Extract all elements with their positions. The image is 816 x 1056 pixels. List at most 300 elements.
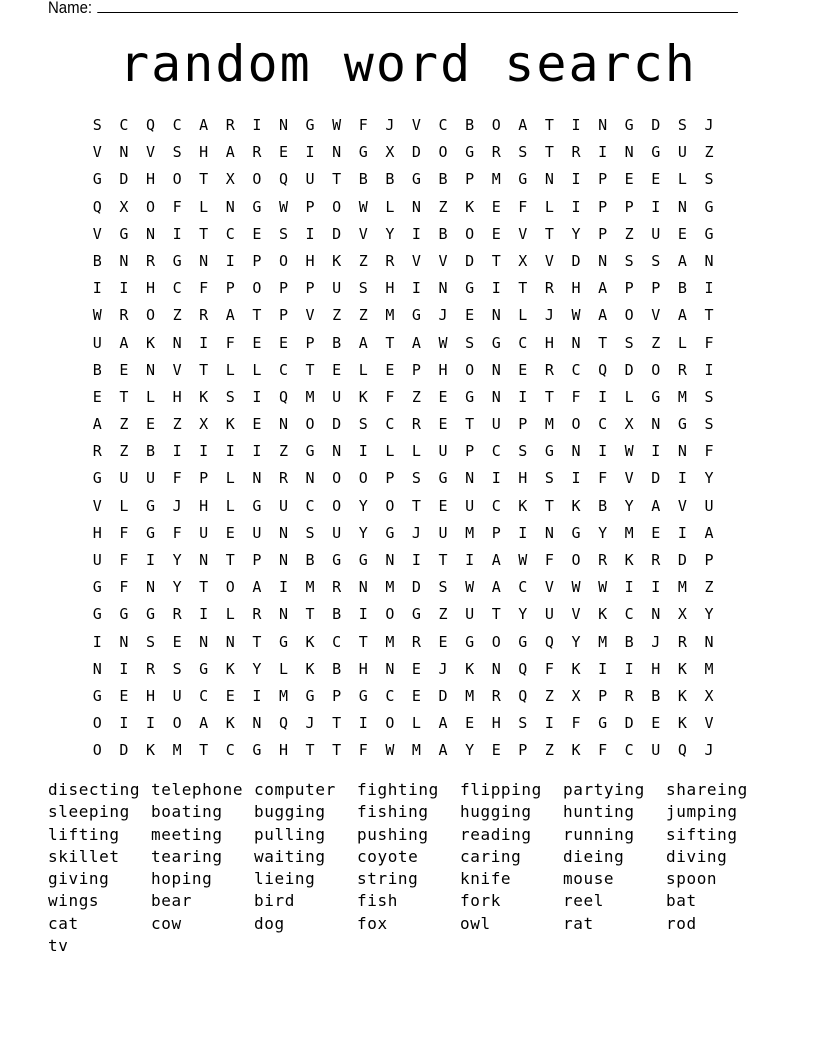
grid-letter[interactable]: C	[332, 632, 342, 651]
grid-letter[interactable]: V	[704, 714, 714, 733]
grid-letter[interactable]: P	[278, 279, 288, 298]
grid-letter[interactable]: P	[518, 415, 528, 434]
grid-letter[interactable]: T	[544, 143, 554, 162]
grid-letter[interactable]: Z	[119, 415, 129, 434]
grid-letter[interactable]: M	[385, 578, 395, 597]
grid-letter[interactable]: Y	[172, 551, 182, 569]
grid-letter[interactable]: L	[225, 605, 235, 624]
grid-letter[interactable]: C	[624, 605, 634, 624]
grid-letter[interactable]: M	[598, 632, 608, 651]
grid-letter[interactable]: I	[199, 333, 209, 352]
grid-letter[interactable]: M	[305, 387, 315, 406]
grid-letter[interactable]: C	[225, 741, 235, 760]
grid-letter[interactable]: P	[624, 279, 634, 298]
grid-letter[interactable]: R	[252, 605, 262, 624]
grid-letter[interactable]: R	[677, 360, 687, 379]
grid-letter[interactable]: M	[677, 578, 687, 597]
grid-letter[interactable]: H	[438, 360, 448, 379]
grid-letter[interactable]: P	[305, 279, 315, 298]
grid-letter[interactable]: T	[544, 224, 554, 243]
grid-letter[interactable]: L	[385, 442, 395, 461]
grid-letter[interactable]: G	[358, 551, 368, 569]
grid-letter[interactable]: F	[571, 714, 581, 733]
grid-letter[interactable]: F	[518, 197, 528, 216]
grid-letter[interactable]: R	[544, 360, 554, 379]
grid-letter[interactable]: P	[465, 442, 475, 461]
grid-letter[interactable]: G	[252, 741, 262, 760]
grid-letter[interactable]: G	[145, 523, 155, 542]
grid-letter[interactable]: C	[199, 686, 209, 705]
grid-letter[interactable]: L	[677, 170, 687, 189]
grid-letter[interactable]: E	[92, 387, 102, 406]
grid-letter[interactable]: H	[518, 469, 528, 488]
grid-letter[interactable]: F	[598, 469, 608, 488]
grid-letter[interactable]: I	[358, 714, 368, 733]
grid-letter[interactable]: H	[385, 279, 395, 298]
grid-letter[interactable]: S	[704, 387, 714, 406]
grid-letter[interactable]: D	[119, 170, 129, 189]
grid-letter[interactable]: E	[491, 741, 501, 760]
grid-letter[interactable]: U	[491, 415, 501, 434]
grid-letter[interactable]: T	[491, 605, 501, 624]
grid-letter[interactable]: Q	[518, 686, 528, 705]
grid-letter[interactable]: R	[92, 442, 102, 461]
grid-letter[interactable]: A	[199, 116, 209, 134]
grid-letter[interactable]: M	[385, 632, 395, 651]
grid-letter[interactable]: N	[544, 523, 554, 542]
grid-letter[interactable]: U	[252, 523, 262, 542]
grid-letter[interactable]: G	[411, 170, 421, 189]
grid-letter[interactable]: C	[119, 116, 129, 134]
grid-letter[interactable]: T	[518, 279, 528, 298]
grid-letter[interactable]: Y	[571, 632, 581, 651]
grid-letter[interactable]: R	[491, 143, 501, 162]
grid-letter[interactable]: T	[465, 415, 475, 434]
grid-letter[interactable]: G	[278, 632, 288, 651]
grid-letter[interactable]: X	[119, 197, 129, 216]
grid-letter[interactable]: A	[438, 714, 448, 733]
grid-letter[interactable]: N	[385, 551, 395, 569]
grid-letter[interactable]: V	[145, 143, 155, 162]
grid-letter[interactable]: J	[172, 496, 182, 515]
grid-letter[interactable]: D	[438, 686, 448, 705]
grid-letter[interactable]: J	[544, 306, 554, 325]
grid-letter[interactable]: J	[385, 116, 395, 134]
grid-letter[interactable]: E	[491, 197, 501, 216]
grid-letter[interactable]: E	[651, 170, 661, 189]
grid-letter[interactable]: H	[544, 333, 554, 352]
grid-letter[interactable]: B	[92, 251, 102, 270]
grid-letter[interactable]: C	[518, 578, 528, 597]
grid-letter[interactable]: Z	[438, 605, 448, 624]
grid-letter[interactable]: I	[624, 659, 634, 678]
grid-letter[interactable]: V	[677, 496, 687, 515]
grid-letter[interactable]: Q	[92, 197, 102, 216]
grid-letter[interactable]: G	[411, 605, 421, 624]
grid-letter[interactable]: I	[411, 279, 421, 298]
grid-letter[interactable]: S	[278, 224, 288, 243]
grid-letter[interactable]: G	[92, 170, 102, 189]
grid-letter[interactable]: K	[571, 659, 581, 678]
grid-letter[interactable]: Z	[438, 197, 448, 216]
grid-letter[interactable]: F	[172, 469, 182, 488]
grid-letter[interactable]: C	[278, 360, 288, 379]
grid-letter[interactable]: C	[598, 415, 608, 434]
grid-letter[interactable]: G	[518, 170, 528, 189]
grid-letter[interactable]: W	[571, 578, 581, 597]
grid-letter[interactable]: N	[465, 469, 475, 488]
grid-letter[interactable]: F	[598, 741, 608, 760]
grid-letter[interactable]: U	[278, 496, 288, 515]
grid-letter[interactable]: F	[704, 333, 714, 352]
grid-letter[interactable]: I	[145, 551, 155, 569]
grid-letter[interactable]: N	[677, 442, 687, 461]
grid-letter[interactable]: D	[624, 360, 634, 379]
grid-letter[interactable]: E	[332, 360, 342, 379]
grid-letter[interactable]: V	[305, 306, 315, 325]
grid-letter[interactable]: R	[172, 605, 182, 624]
grid-letter[interactable]: K	[598, 605, 608, 624]
grid-letter[interactable]: D	[677, 551, 687, 569]
grid-letter[interactable]: G	[465, 143, 475, 162]
grid-letter[interactable]: U	[651, 741, 661, 760]
grid-letter[interactable]: O	[385, 496, 395, 515]
grid-letter[interactable]: I	[704, 360, 714, 379]
grid-letter[interactable]: F	[119, 523, 129, 542]
grid-letter[interactable]: P	[385, 469, 395, 488]
grid-letter[interactable]: E	[225, 523, 235, 542]
grid-letter[interactable]: U	[332, 523, 342, 542]
grid-letter[interactable]: M	[624, 523, 634, 542]
grid-letter[interactable]: K	[465, 659, 475, 678]
grid-letter[interactable]: Z	[704, 578, 714, 597]
grid-letter[interactable]: A	[704, 523, 714, 542]
grid-letter[interactable]: V	[651, 306, 661, 325]
grid-letter[interactable]: G	[598, 714, 608, 733]
grid-letter[interactable]: F	[385, 387, 395, 406]
grid-letter[interactable]: E	[438, 632, 448, 651]
grid-letter[interactable]: T	[119, 387, 129, 406]
grid-letter[interactable]: N	[332, 143, 342, 162]
grid-letter[interactable]: U	[438, 442, 448, 461]
grid-letter[interactable]: V	[518, 224, 528, 243]
grid-letter[interactable]: S	[358, 279, 368, 298]
grid-letter[interactable]: A	[677, 306, 687, 325]
grid-letter[interactable]: M	[278, 686, 288, 705]
grid-letter[interactable]: B	[465, 116, 475, 134]
grid-letter[interactable]: P	[624, 197, 634, 216]
grid-letter[interactable]: T	[385, 333, 395, 352]
grid-letter[interactable]: T	[225, 551, 235, 569]
grid-letter[interactable]: B	[332, 605, 342, 624]
grid-letter[interactable]: U	[332, 279, 342, 298]
grid-letter[interactable]: E	[252, 415, 262, 434]
grid-letter[interactable]: G	[305, 442, 315, 461]
grid-letter[interactable]: I	[544, 714, 554, 733]
grid-letter[interactable]: L	[225, 360, 235, 379]
grid-letter[interactable]: M	[385, 306, 395, 325]
grid-letter[interactable]: O	[385, 605, 395, 624]
grid-letter[interactable]: H	[305, 251, 315, 270]
grid-letter[interactable]: O	[651, 360, 661, 379]
grid-letter[interactable]: V	[544, 578, 554, 597]
grid-letter[interactable]: O	[332, 496, 342, 515]
grid-letter[interactable]: B	[305, 551, 315, 569]
grid-letter[interactable]: I	[571, 116, 581, 134]
grid-letter[interactable]: R	[411, 632, 421, 651]
grid-letter[interactable]: O	[145, 197, 155, 216]
grid-letter[interactable]: M	[491, 170, 501, 189]
grid-letter[interactable]: S	[704, 170, 714, 189]
grid-letter[interactable]: G	[465, 632, 475, 651]
grid-letter[interactable]: J	[651, 632, 661, 651]
grid-letter[interactable]: S	[305, 523, 315, 542]
grid-letter[interactable]: N	[145, 578, 155, 597]
grid-letter[interactable]: Y	[704, 605, 714, 624]
grid-letter[interactable]: I	[119, 714, 129, 733]
grid-letter[interactable]: G	[571, 523, 581, 542]
grid-letter[interactable]: J	[438, 306, 448, 325]
grid-letter[interactable]: E	[651, 714, 661, 733]
grid-letter[interactable]: S	[677, 116, 687, 134]
grid-letter[interactable]: I	[305, 143, 315, 162]
grid-letter[interactable]: S	[225, 387, 235, 406]
grid-letter[interactable]: A	[119, 333, 129, 352]
grid-letter[interactable]: Y	[518, 605, 528, 624]
grid-letter[interactable]: P	[252, 551, 262, 569]
grid-letter[interactable]: I	[598, 387, 608, 406]
grid-letter[interactable]: P	[491, 523, 501, 542]
grid-letter[interactable]: R	[651, 551, 661, 569]
grid-letter[interactable]: S	[172, 659, 182, 678]
grid-letter[interactable]: I	[252, 686, 262, 705]
grid-letter[interactable]: Q	[598, 360, 608, 379]
grid-letter[interactable]: N	[491, 306, 501, 325]
grid-letter[interactable]: I	[624, 578, 634, 597]
grid-letter[interactable]: I	[119, 279, 129, 298]
grid-letter[interactable]: S	[411, 469, 421, 488]
grid-letter[interactable]: A	[199, 714, 209, 733]
grid-letter[interactable]: R	[677, 632, 687, 651]
grid-letter[interactable]: K	[465, 197, 475, 216]
grid-letter[interactable]: H	[145, 170, 155, 189]
grid-letter[interactable]: V	[92, 496, 102, 515]
grid-letter[interactable]: F	[544, 659, 554, 678]
grid-letter[interactable]: H	[651, 659, 661, 678]
grid-letter[interactable]: Z	[172, 306, 182, 325]
grid-letter[interactable]: P	[225, 279, 235, 298]
grid-letter[interactable]: I	[491, 469, 501, 488]
grid-letter[interactable]: P	[651, 279, 661, 298]
grid-letter[interactable]: I	[704, 279, 714, 298]
grid-letter[interactable]: L	[518, 306, 528, 325]
grid-letter[interactable]: N	[491, 360, 501, 379]
grid-letter[interactable]: K	[677, 686, 687, 705]
grid-letter[interactable]: W	[92, 306, 102, 325]
grid-letter[interactable]: N	[438, 279, 448, 298]
grid-letter[interactable]: I	[305, 224, 315, 243]
grid-letter[interactable]: Z	[172, 415, 182, 434]
grid-letter[interactable]: P	[411, 360, 421, 379]
grid-letter[interactable]: G	[704, 224, 714, 243]
grid-letter[interactable]: X	[571, 686, 581, 705]
grid-letter[interactable]: K	[145, 333, 155, 352]
grid-letter[interactable]: Y	[358, 496, 368, 515]
grid-letter[interactable]: U	[305, 170, 315, 189]
grid-letter[interactable]: Z	[332, 306, 342, 325]
grid-letter[interactable]: U	[92, 551, 102, 569]
grid-letter[interactable]: K	[571, 496, 581, 515]
grid-letter[interactable]: F	[199, 279, 209, 298]
grid-letter[interactable]: N	[332, 442, 342, 461]
grid-letter[interactable]: O	[225, 578, 235, 597]
grid-letter[interactable]: L	[358, 360, 368, 379]
grid-letter[interactable]: I	[225, 442, 235, 461]
grid-letter[interactable]: N	[278, 605, 288, 624]
grid-letter[interactable]: N	[651, 415, 661, 434]
grid-letter[interactable]: D	[571, 251, 581, 270]
grid-letter[interactable]: B	[624, 632, 634, 651]
grid-letter[interactable]: N	[411, 197, 421, 216]
grid-letter[interactable]: H	[491, 714, 501, 733]
grid-letter[interactable]: I	[145, 714, 155, 733]
grid-letter[interactable]: O	[624, 306, 634, 325]
grid-letter[interactable]: G	[172, 251, 182, 270]
grid-letter[interactable]: E	[465, 714, 475, 733]
grid-letter[interactable]: L	[677, 333, 687, 352]
grid-letter[interactable]: N	[544, 170, 554, 189]
grid-letter[interactable]: P	[704, 551, 714, 569]
grid-letter[interactable]: I	[518, 523, 528, 542]
grid-letter[interactable]: O	[305, 415, 315, 434]
grid-letter[interactable]: B	[332, 659, 342, 678]
grid-letter[interactable]: R	[278, 469, 288, 488]
grid-letter[interactable]: J	[438, 659, 448, 678]
grid-letter[interactable]: V	[571, 605, 581, 624]
grid-letter[interactable]: L	[145, 387, 155, 406]
grid-letter[interactable]: Z	[411, 387, 421, 406]
grid-letter[interactable]: G	[92, 578, 102, 597]
grid-letter[interactable]: A	[598, 306, 608, 325]
grid-letter[interactable]: T	[305, 360, 315, 379]
grid-letter[interactable]: I	[598, 659, 608, 678]
grid-letter[interactable]: K	[358, 387, 368, 406]
grid-letter[interactable]: K	[305, 659, 315, 678]
grid-letter[interactable]: A	[598, 279, 608, 298]
grid-letter[interactable]: X	[677, 605, 687, 624]
grid-letter[interactable]: I	[252, 442, 262, 461]
grid-letter[interactable]: W	[624, 442, 634, 461]
grid-letter[interactable]: G	[252, 197, 262, 216]
grid-letter[interactable]: Z	[358, 251, 368, 270]
grid-letter[interactable]: E	[119, 360, 129, 379]
grid-letter[interactable]: G	[119, 224, 129, 243]
grid-letter[interactable]: N	[278, 415, 288, 434]
name-underline[interactable]	[97, 0, 738, 13]
grid-letter[interactable]: F	[544, 551, 554, 569]
grid-letter[interactable]: C	[305, 496, 315, 515]
grid-letter[interactable]: N	[704, 251, 714, 270]
grid-letter[interactable]: H	[278, 741, 288, 760]
grid-letter[interactable]: N	[252, 714, 262, 733]
grid-letter[interactable]: G	[544, 442, 554, 461]
grid-letter[interactable]: T	[199, 170, 209, 189]
grid-letter[interactable]: D	[465, 251, 475, 270]
grid-letter[interactable]: A	[411, 333, 421, 352]
grid-letter[interactable]: E	[252, 333, 262, 352]
grid-letter[interactable]: D	[411, 143, 421, 162]
grid-letter[interactable]: L	[411, 442, 421, 461]
grid-letter[interactable]: U	[465, 496, 475, 515]
grid-letter[interactable]: T	[252, 306, 262, 325]
grid-letter[interactable]: P	[598, 170, 608, 189]
grid-letter[interactable]: V	[438, 251, 448, 270]
grid-letter[interactable]: S	[438, 578, 448, 597]
grid-letter[interactable]: Z	[704, 143, 714, 162]
grid-letter[interactable]: W	[385, 741, 395, 760]
grid-letter[interactable]: X	[199, 415, 209, 434]
grid-letter[interactable]: Y	[252, 659, 262, 678]
grid-letter[interactable]: E	[411, 686, 421, 705]
grid-letter[interactable]: N	[278, 523, 288, 542]
grid-letter[interactable]: N	[225, 197, 235, 216]
grid-letter[interactable]: J	[704, 741, 714, 760]
grid-letter[interactable]: E	[518, 360, 528, 379]
grid-letter[interactable]: I	[199, 442, 209, 461]
grid-letter[interactable]: M	[465, 523, 475, 542]
grid-letter[interactable]: R	[598, 551, 608, 569]
grid-letter[interactable]: N	[491, 387, 501, 406]
grid-letter[interactable]: T	[544, 116, 554, 134]
grid-letter[interactable]: N	[199, 632, 209, 651]
grid-letter[interactable]: T	[332, 170, 342, 189]
grid-letter[interactable]: G	[704, 197, 714, 216]
grid-letter[interactable]: M	[172, 741, 182, 760]
grid-letter[interactable]: S	[172, 143, 182, 162]
grid-letter[interactable]: O	[438, 143, 448, 162]
grid-letter[interactable]: N	[305, 469, 315, 488]
grid-letter[interactable]: K	[677, 714, 687, 733]
grid-letter[interactable]: W	[518, 551, 528, 569]
grid-letter[interactable]: S	[518, 143, 528, 162]
grid-letter[interactable]: T	[411, 496, 421, 515]
grid-letter[interactable]: J	[704, 116, 714, 134]
grid-letter[interactable]: N	[278, 116, 288, 134]
grid-letter[interactable]: C	[172, 116, 182, 134]
grid-letter[interactable]: U	[677, 143, 687, 162]
grid-letter[interactable]: A	[651, 496, 661, 515]
grid-letter[interactable]: T	[704, 306, 714, 325]
grid-letter[interactable]: O	[92, 741, 102, 760]
grid-letter[interactable]: D	[651, 469, 661, 488]
grid-letter[interactable]: Q	[278, 714, 288, 733]
grid-letter[interactable]: I	[598, 442, 608, 461]
grid-letter[interactable]: Z	[119, 442, 129, 461]
grid-letter[interactable]: S	[518, 442, 528, 461]
grid-letter[interactable]: U	[465, 605, 475, 624]
grid-letter[interactable]: O	[172, 170, 182, 189]
grid-letter[interactable]: H	[571, 279, 581, 298]
grid-letter[interactable]: U	[544, 605, 554, 624]
grid-letter[interactable]: O	[252, 279, 262, 298]
grid-letter[interactable]: D	[624, 714, 634, 733]
grid-letter[interactable]: G	[465, 387, 475, 406]
grid-letter[interactable]: D	[651, 116, 661, 134]
grid-letter[interactable]: W	[571, 306, 581, 325]
grid-letter[interactable]: G	[491, 333, 501, 352]
grid-letter[interactable]: L	[385, 197, 395, 216]
grid-letter[interactable]: Y	[385, 224, 395, 243]
